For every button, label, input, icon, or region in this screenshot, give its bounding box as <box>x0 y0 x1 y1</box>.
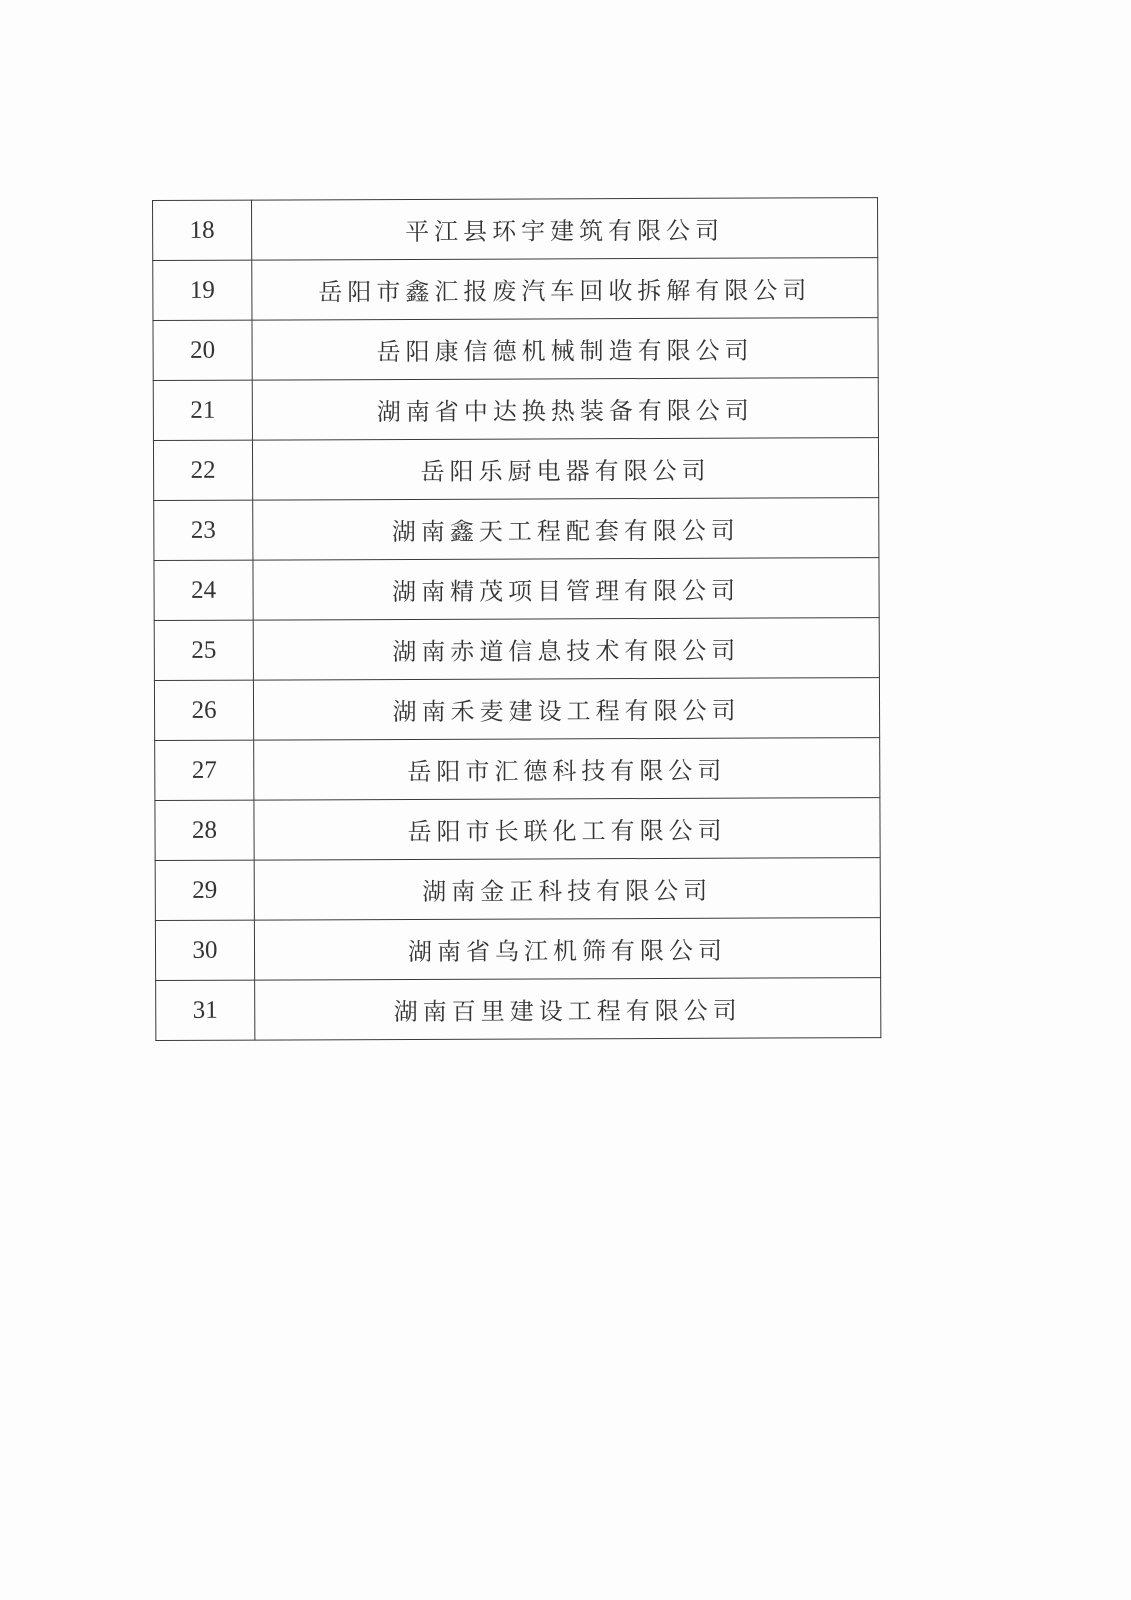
row-number: 18 <box>153 200 252 260</box>
row-number: 22 <box>153 440 252 500</box>
row-number: 29 <box>155 860 254 920</box>
table-row <box>153 438 878 501</box>
row-number: 27 <box>155 740 254 800</box>
company-name: 岳阳康信德机械制造有限公司 <box>252 318 878 381</box>
table-row <box>154 618 879 681</box>
company-list-table <box>152 197 881 1041</box>
company-name: 湖南赤道信息技术有限公司 <box>253 618 879 681</box>
row-number: 31 <box>156 980 255 1040</box>
table-row <box>155 738 880 801</box>
company-name: 平江县环宇建筑有限公司 <box>252 198 878 261</box>
company-name: 湖南省中达换热装备有限公司 <box>252 378 878 441</box>
company-name: 岳阳市鑫汇报废汽车回收拆解有限公司 <box>252 258 878 321</box>
row-number: 24 <box>154 560 253 620</box>
row-number: 21 <box>153 380 252 440</box>
table-row <box>156 978 881 1041</box>
company-name: 湖南省乌江机筛有限公司 <box>254 918 880 981</box>
table-row <box>153 318 878 381</box>
table-row <box>155 798 880 861</box>
company-name: 岳阳市汇德科技有限公司 <box>254 738 880 801</box>
company-name: 岳阳市长联化工有限公司 <box>254 798 880 861</box>
company-name: 湖南精茂项目管理有限公司 <box>253 558 879 621</box>
company-name: 湖南金正科技有限公司 <box>254 858 880 921</box>
company-name: 湖南鑫天工程配套有限公司 <box>253 498 879 561</box>
table-row <box>153 258 878 321</box>
row-number: 28 <box>155 800 254 860</box>
table-row <box>154 498 879 561</box>
row-number: 20 <box>153 320 252 380</box>
table-row <box>154 558 879 621</box>
row-number: 19 <box>153 260 252 320</box>
table-row <box>155 918 880 981</box>
row-number: 30 <box>155 920 254 980</box>
table-row <box>153 378 878 441</box>
row-number: 23 <box>154 500 253 560</box>
row-number: 26 <box>154 680 253 740</box>
company-name: 岳阳乐厨电器有限公司 <box>252 438 878 501</box>
company-name: 湖南百里建设工程有限公司 <box>255 978 881 1041</box>
company-name: 湖南禾麦建设工程有限公司 <box>253 678 879 741</box>
row-number: 25 <box>154 620 253 680</box>
table-row <box>153 198 878 261</box>
table-row <box>155 858 880 921</box>
table-row <box>154 678 879 741</box>
